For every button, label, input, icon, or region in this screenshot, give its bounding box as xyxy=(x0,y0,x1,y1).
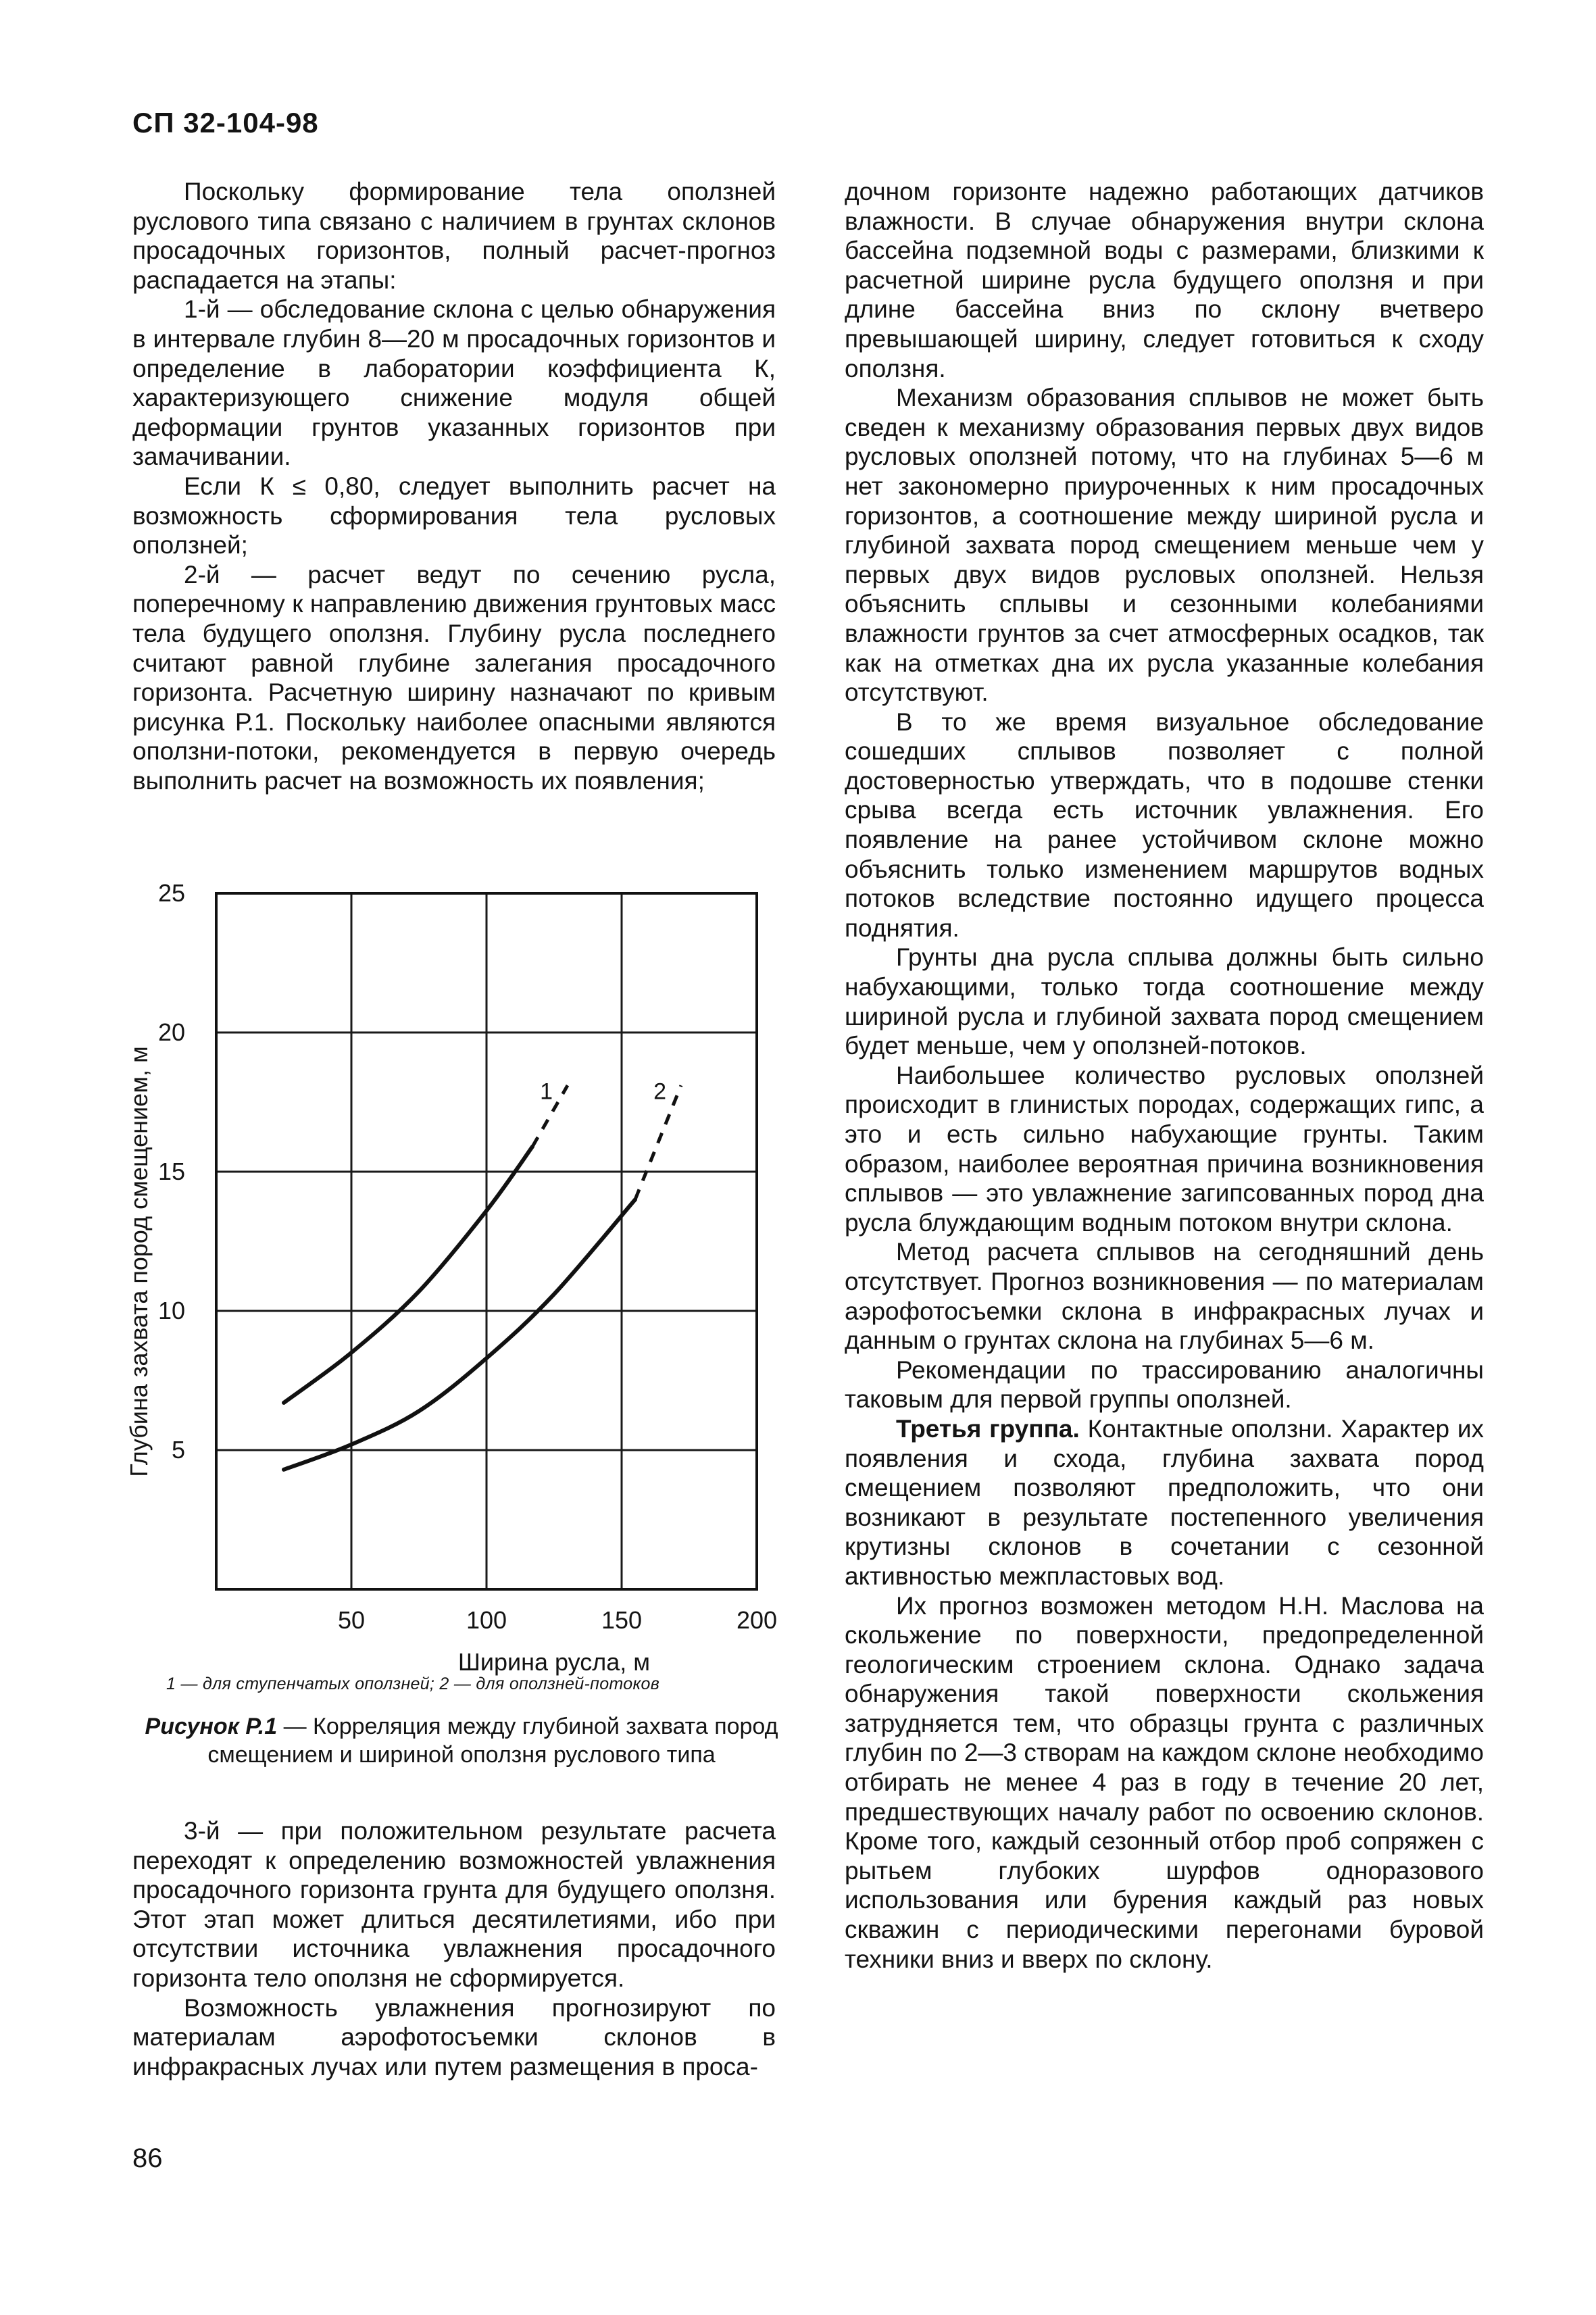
paragraph: Механизм образования сплывов не может быть сведен к механизму образования первых двух видов русловых оползней потому, что на глубинах 5—6 м нет закономерно приуроченных к ним просадочных горизонтов, а соотношение между шириной русла и глубиной захвата пород смещением меньше чем у первых двух видов русловых оползней. Нельзя объяснить сплывы и сезонными колебаниями влажности грунтов за счет атмосферных осадков, так как на отметках дна их русла указанные колебания отсутствуют. xyxy=(845,384,1484,707)
figure-caption-text: — Корреляция между глубиной захвата пород смещением и шириной оползня руслового типа xyxy=(207,1714,778,1768)
series-2-label: 2 xyxy=(653,1078,666,1105)
x-tick-label: 200 xyxy=(736,1606,778,1634)
paragraph: Возможность увлажнения прогнозируют по материалам аэрофотосъемки склонов в инфракрасных лучах или путем размещения в проса- xyxy=(132,1993,776,2081)
series-1-label: 1 xyxy=(540,1078,553,1105)
left-column-top xyxy=(132,177,776,795)
third-group-text: Контактные оползни. Характер их появления и схода, глубина захвата пород смещением позволяют предположить, что они возникают в результате постепенного увеличения крутизны склонов в сочетании с сезонной активностью межпластовых вод. xyxy=(845,1414,1484,1590)
right-column xyxy=(845,177,1484,1974)
paragraph: Поскольку формирование тела оползней руслового типа связано с наличием в грунтах склонов просадочных горизонтов, полный расчет-прогноз распадается на этапы: xyxy=(132,178,776,294)
paragraph: 1-й — обследование склона с целью обнаружения в интервале глубин 8—20 м просадочных горизонтов и определение в лаборатории коэффициента К, характеризующего снижение модуля общей деформации грунтов указанных горизонтов при замачивании. xyxy=(132,295,776,471)
x-tick-label: 150 xyxy=(601,1606,643,1634)
chart-svg xyxy=(108,878,778,1676)
paragraph-continuation: дочном горизонте надежно работающих датчиков влажности. В случае обнаружения внутри склона бассейна подземной воды с размерами, близкими к расчетной ширине русла будущего оползня и при длине бассейна вниз по склону вчетверо превышающей ширину, следует готовиться к сходу оползня. xyxy=(845,178,1484,382)
paragraph: Грунты дна русла сплыва должны быть сильно набухающими, только тогда соотношение между шириной русла и глубиной захвата пород смещением будет меньше, чем у оползней-потоков. xyxy=(845,943,1484,1060)
figure-caption xyxy=(142,1712,781,1769)
figure-chart xyxy=(108,878,778,1679)
paragraph: Рекомендации по трассированию аналогичны таковым для первой группы оползней. xyxy=(845,1355,1484,1414)
paragraph: Наибольшее количество русловых оползней происходит в глинистых породах, содержащих гипс, а это и есть сильно набухающие грунты. Таким образом, наиболее вероятная причина возникновения сплывов — это увлажнение загипсованных пород дна русла блуждающим водным потоком внутри склона. xyxy=(845,1061,1484,1237)
x-tick-label: 50 xyxy=(337,1606,366,1634)
document-code: СП 32-104-98 xyxy=(132,107,319,139)
paragraph: В то же время визуальное обследование сошедших сплывов позволяет с полной достоверностью утверждать, что в подошве стенки срыва всегда есть источник увлажнения. Его появление на ранее устойчивом склоне можно объяснить только изменением маршрутов водных потоков вследствие постоянно идущего процесса поднятия. xyxy=(845,707,1484,942)
x-tick-label: 100 xyxy=(466,1606,507,1634)
paragraph-third-group xyxy=(845,1414,1484,1591)
series-1-line xyxy=(284,1147,532,1403)
chart-legend: 1 — для ступенчатых оползней; 2 — для оползней-потоков xyxy=(166,1674,660,1693)
y-axis-label: Глубина захвата пород смещением, м xyxy=(125,1046,153,1477)
y-tick-label: 10 xyxy=(157,1297,185,1324)
y-tick-label: 25 xyxy=(157,879,185,907)
y-tick-label: 5 xyxy=(171,1436,185,1464)
paragraph: 2-й — расчет ведут по сечению русла, поперечному к направлению движения грунтовых масс тела будущего оползня. Глубину русла последнего считают равной глубине залегания просадочного горизонта. Расчетную ширину назначают по кривым рисунка Р.1. Поскольку наиболее опасными являются оползни-потоки, рекомендуется в первую очередь выполнить расчет на возможность их появления; xyxy=(132,560,776,795)
paragraph: 3-й — при положительном результате расчета переходят к определению возможностей увлажнения просадочного горизонта грунта для будущего оползня. Этот этап может длиться десятилетиями, ибо при отсутствии источника увлажнения просадочного горизонта тело оползня не сформируется. xyxy=(132,1817,776,1992)
x-axis-label: Ширина русла, м xyxy=(457,1648,651,1676)
page-number: 86 xyxy=(132,2143,163,2173)
series-2-line xyxy=(284,1199,635,1470)
y-tick-label: 20 xyxy=(157,1018,185,1046)
paragraph: Метод расчета сплывов на сегодняшний день отсутствует. Прогноз возникновения — по материалам аэрофотосъемки склона в инфракрасных лучах и данным о грунтах склона на глубинах 5—6 м. xyxy=(845,1238,1484,1355)
paragraph: Если К ≤ 0,80, следует выполнить расчет на возможность сформирования тела русловых оползней; xyxy=(132,472,776,559)
paragraph: Их прогноз возможен методом Н.Н. Маслова на скольжение по поверхности, предопределенной геологическим строением склона. Однако задача обнаружения такой поверхности скольжения затрудняется тем, что образцы грунта с различных глубин по 2—3 створам на каждом склоне необходимо отбирать не менее 4 раз в году в течение 20 лет, предшествующих началу работ по освоению склонов. Кроме того, каждый сезонный отбор проб сопряжен с рытьем глубоких шурфов одноразового использования или бурения каждый раз новых скважин с периодическими перегонами буровой техники вниз и вверх по склону. xyxy=(845,1591,1484,1973)
third-group-title: Третья группа. xyxy=(896,1414,1080,1443)
figure-caption-label: Рисунок Р.1 xyxy=(145,1714,278,1739)
y-tick-label: 15 xyxy=(157,1158,185,1185)
left-column-bottom xyxy=(132,1816,776,2081)
